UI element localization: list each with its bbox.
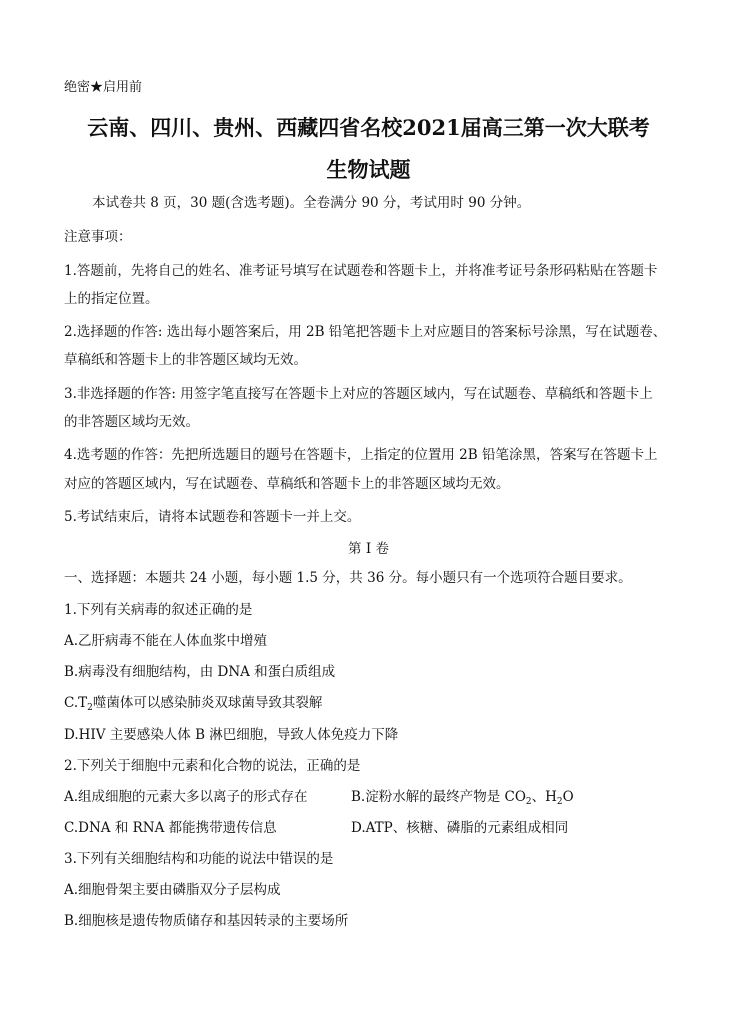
note-line: 3.非选择题的作答: 用签字笔直接写在答题卡上对应的答题区域内，写在试题卷、草稿纸和答题卡上: [64, 386, 653, 402]
note-line: 2.选择题的作答: 选出每小题答案后，用 2B 铅笔把答题卡上对应题目的答案标号涂黑，写在试题卷、: [64, 324, 667, 340]
option-a: A.组成细胞的元素大多以离子的形式存在: [64, 789, 308, 805]
subscript: 2: [556, 797, 563, 807]
option-a: A.细胞骨架主要由磷脂双分子层构成: [64, 882, 281, 898]
note-line: 上的指定位置。: [64, 291, 159, 307]
option-b-prefix: B.淀粉水解的最终产物是 CO: [351, 789, 526, 805]
option-b: [351, 787, 574, 809]
option-c-prefix: C.T: [64, 695, 88, 711]
note-line: 的非答题区域均无效。: [64, 414, 199, 430]
question-stem: 1.下列有关病毒的叙述正确的是: [64, 602, 253, 618]
option-b-mid: 、H: [531, 789, 557, 805]
exam-intro: 本试卷共 8 页，30 题(含选考题)。全卷满分 90 分，考试用时 90 分钟。: [92, 195, 531, 211]
note-line: 4.选考题的作答：先把所选题目的题号在答题卡，上指定的位置用 2B 铅笔涂黑，答案写在答题卡上: [64, 447, 658, 463]
option-b-rest: O: [562, 789, 574, 805]
option-b: B.病毒没有细胞结构，由 DNA 和蛋白质组成: [64, 664, 336, 680]
question-stem: 3.下列有关细胞结构和功能的说法中错误的是: [64, 851, 334, 867]
exam-title: 云南、四川、贵州、西藏四省名校2021届高三第一次大联考: [87, 115, 650, 140]
subscript: 2: [87, 703, 93, 713]
option-c-rest: 噬菌体可以感染肺炎双球菌导致其裂解: [92, 695, 323, 711]
option-b: B.细胞核是遗传物质储存和基因转录的主要场所: [64, 913, 349, 929]
question-stem: 2.下列关于细胞中元素和化合物的说法，正确的是: [64, 758, 361, 774]
option-c: C.DNA 和 RNA 都能携带遗传信息: [64, 820, 277, 836]
option-a: A.乙肝病毒不能在人体血浆中增殖: [64, 633, 268, 649]
note-line: 5.考试结束后，请将本试题卷和答题卡一并上交。: [64, 509, 361, 525]
note-line: 草稿纸和答题卡上的非答题区域均无效。: [64, 352, 307, 368]
note-line: 1.答题前，先将自己的姓名、准考证号填写在试题卷和答题卡上，并将准考证号条形码粘贴在答题卡: [64, 263, 658, 279]
subscript: 2: [525, 797, 532, 807]
option-d: D.HIV 主要感染人体 B 淋巴细胞，导致人体免疫力下降: [64, 727, 399, 743]
secret-label: 绝密★启用前: [64, 80, 143, 95]
option-d: D.ATP、核糖、磷脂的元素组成相同: [351, 820, 569, 836]
section-title: 第 I 卷: [348, 541, 389, 557]
notes-heading: 注意事项：: [64, 229, 132, 245]
subject-title: 生物试题: [326, 157, 411, 182]
note-line: 对应的答题区域内，写在试题卷、草稿纸和答题卡上的非答题区域均无效。: [64, 476, 510, 492]
option-c: [64, 693, 322, 715]
section-instruction: 一、选择题：本题共 24 小题，每小题 1.5 分，共 36 分。每小题只有一个选项符合题目要求。: [64, 570, 632, 586]
